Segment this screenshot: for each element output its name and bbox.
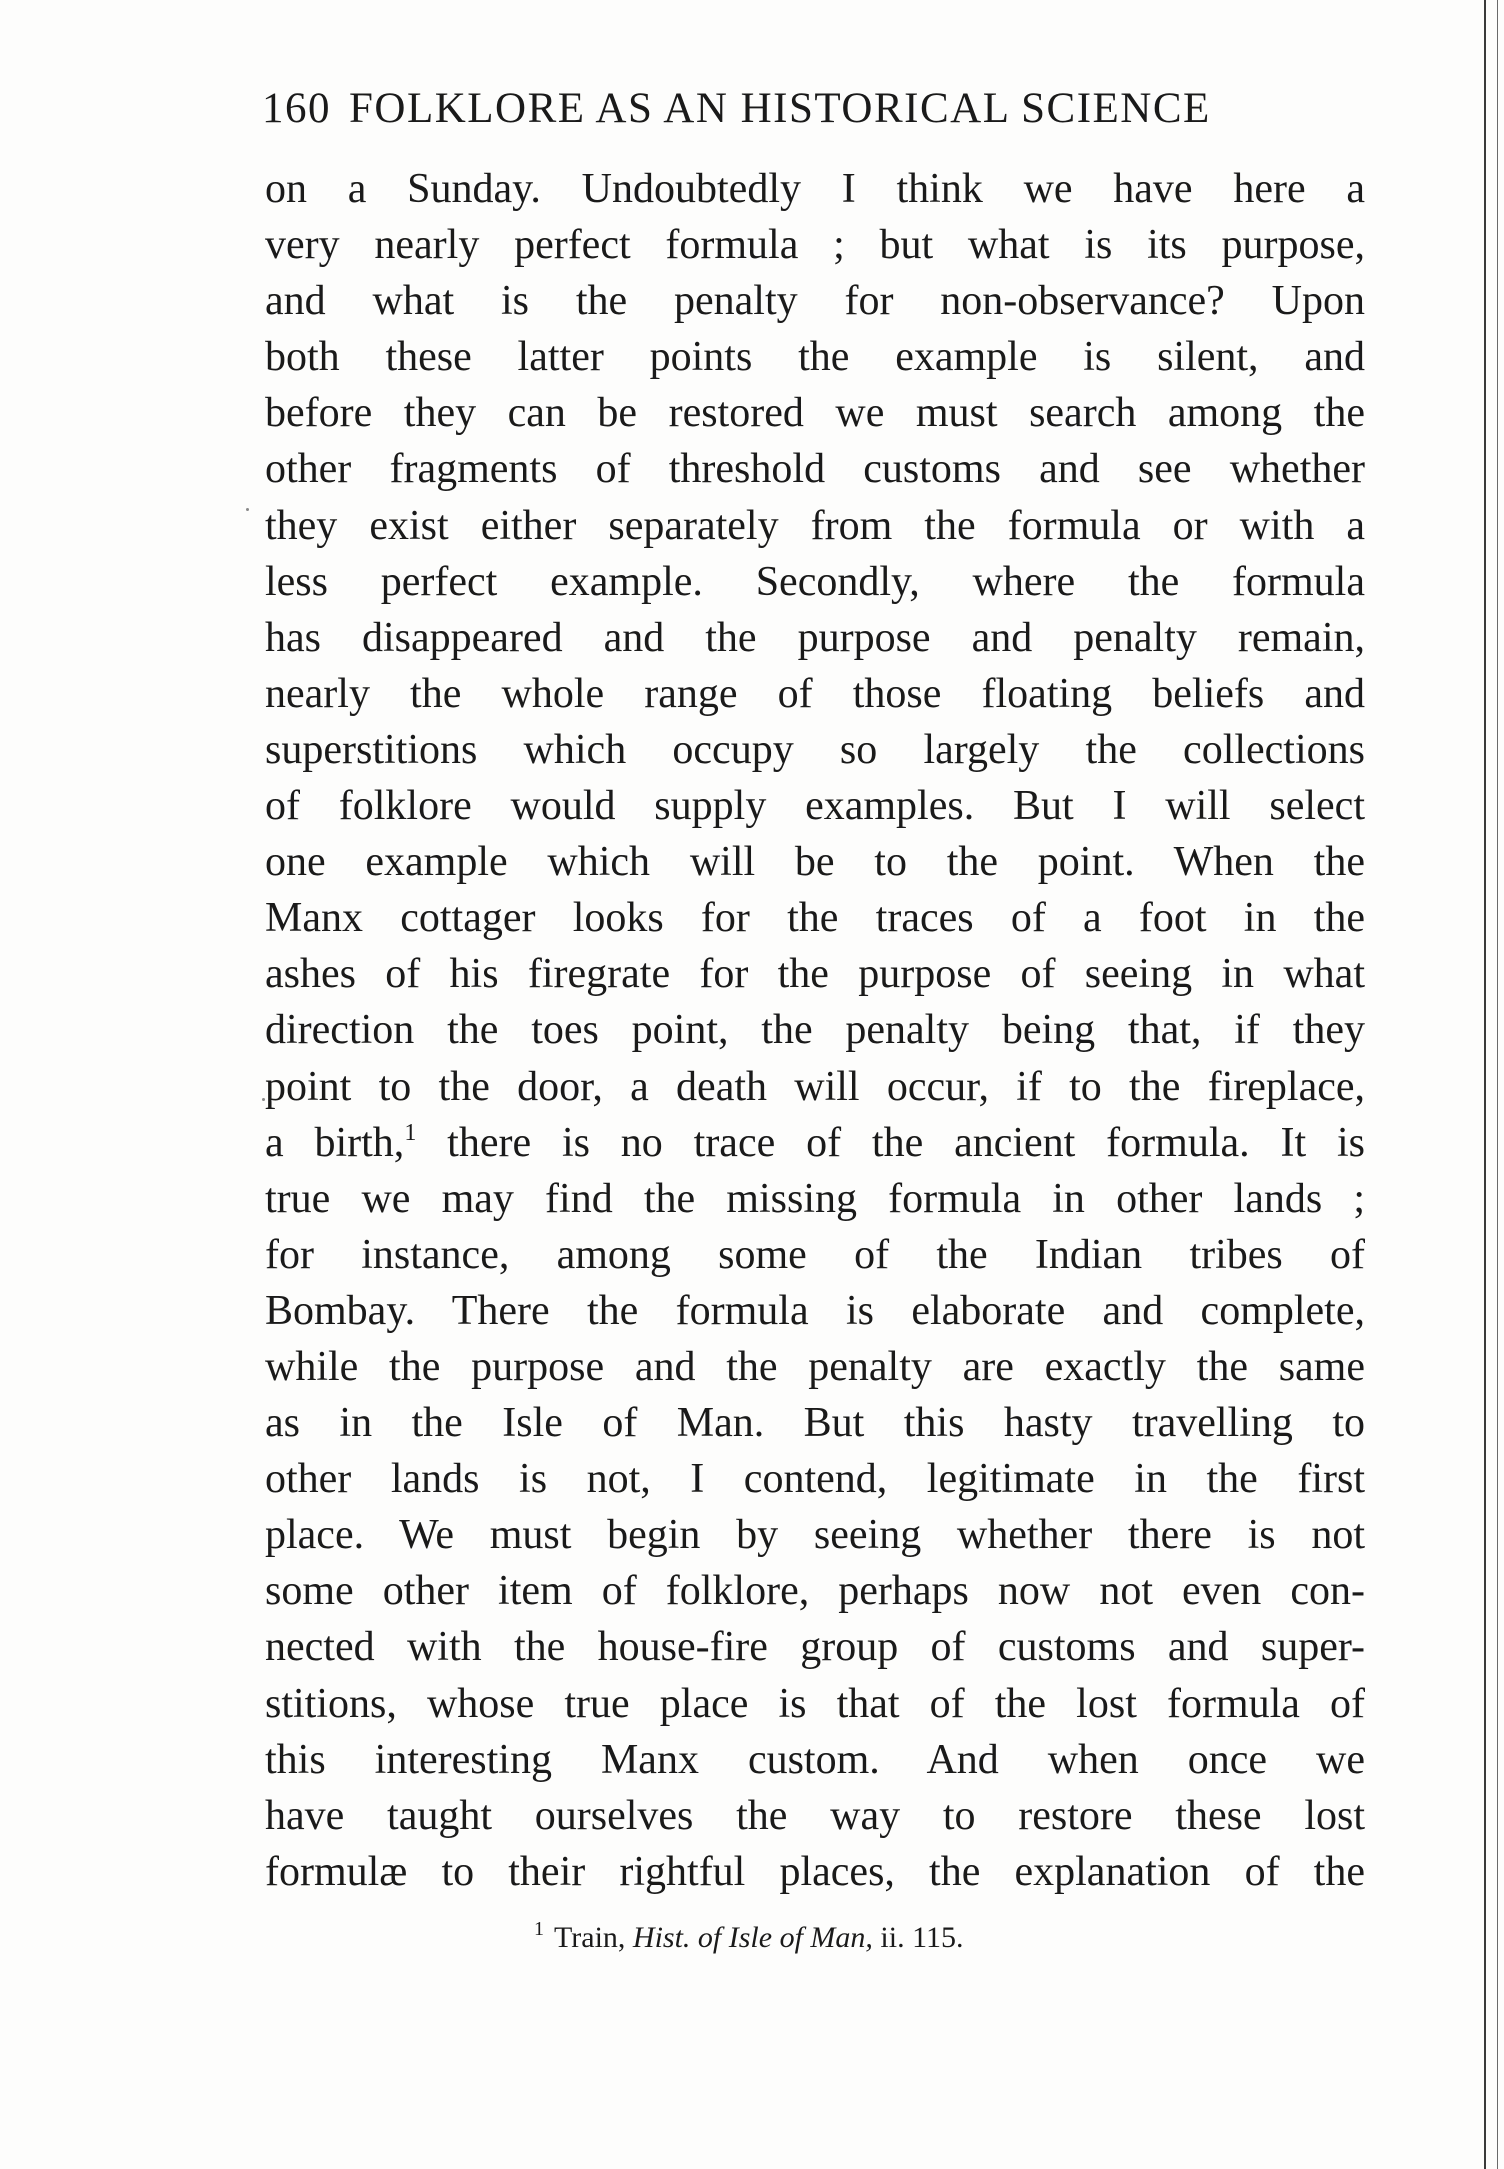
text-line: for instance, among some of the Indian tribes of	[265, 1231, 1365, 1278]
text-line: true we may find the missing formula in other lands ;	[265, 1175, 1365, 1222]
text-line: other fragments of threshold customs and see whether	[265, 446, 1365, 493]
text-line: have taught ourselves the way to restore these lost	[265, 1792, 1365, 1839]
footnote	[534, 1918, 963, 1955]
text-line: Bombay. There the formula is elaborate and complete,	[265, 1287, 1365, 1334]
footnote-marker: 1	[534, 1918, 544, 1940]
text-line: less perfect example. Secondly, where the formula	[265, 558, 1365, 605]
text-line: has disappeared and the purpose and penalty remain,	[265, 614, 1365, 661]
text-line: direction the toes point, the penalty being that, if they	[265, 1007, 1365, 1054]
text-line: one example which will be to the point. When the	[265, 839, 1365, 886]
footnote-author: Train,	[554, 1921, 626, 1954]
footnote-title: Hist. of Isle of Man,	[632, 1921, 873, 1954]
text-line: some other item of folklore, perhaps now not even con-	[265, 1568, 1365, 1615]
footnote-reference[interactable]: 1	[404, 1119, 417, 1146]
text-line: ashes of his firegrate for the purpose of seeing in what	[265, 951, 1365, 998]
text-line-with-footnote	[265, 1115, 1365, 1171]
text-line: Manx cottager looks for the traces of a foot in the	[265, 895, 1365, 942]
text-line: this interesting Manx custom. And when once we	[265, 1736, 1365, 1783]
line-start: a birth,	[265, 1119, 405, 1166]
text-line: they exist either separately from the formula or with a	[265, 502, 1365, 549]
footnote-reference-pages: ii. 115.	[880, 1921, 964, 1954]
running-head-title: FOLKLORE AS AN HISTORICAL SCIENCE	[349, 85, 1211, 132]
text-line: nected with the house-fire group of customs and super-	[265, 1624, 1365, 1671]
line-end: there is no trace of the ancient formula. It is	[416, 1119, 1365, 1166]
paper-speck	[246, 508, 249, 511]
text-line: other lands is not, I contend, legitimate in the first	[265, 1456, 1365, 1503]
running-head	[262, 84, 1362, 133]
paper-speck	[262, 1098, 265, 1101]
page-edge-rule-outer	[1497, 0, 1498, 2169]
text-line: as in the Isle of Man. But this hasty travelling to	[265, 1400, 1365, 1447]
text-line: very nearly perfect formula ; but what is its purpose,	[265, 222, 1365, 269]
text-line: and what is the penalty for non-observance? Upon	[265, 278, 1365, 325]
text-line: formulæ to their rightful places, the explanation of the	[265, 1848, 1365, 1895]
text-line: while the purpose and the penalty are exactly the same	[265, 1343, 1365, 1390]
text-line: of folklore would supply examples. But I will select	[265, 783, 1365, 830]
text-line: place. We must begin by seeing whether there is not	[265, 1512, 1365, 1559]
text-line: nearly the whole range of those floating beliefs and	[265, 670, 1365, 717]
page-edge-rule	[1484, 0, 1486, 2169]
text-line: superstitions which occupy so largely the collections	[265, 726, 1365, 773]
page-number: 160	[262, 85, 331, 132]
body-text	[265, 161, 1365, 1900]
text-line: point to the door, a death will occur, if to the fireplace,	[265, 1063, 1365, 1110]
text-line: both these latter points the example is silent, and	[265, 334, 1365, 381]
text-line: on a Sunday. Undoubtedly I think we have here a	[265, 166, 1365, 212]
text-line: before they can be restored we must search among the	[265, 390, 1365, 437]
text-line: stitions, whose true place is that of the lost formula of	[265, 1680, 1365, 1727]
